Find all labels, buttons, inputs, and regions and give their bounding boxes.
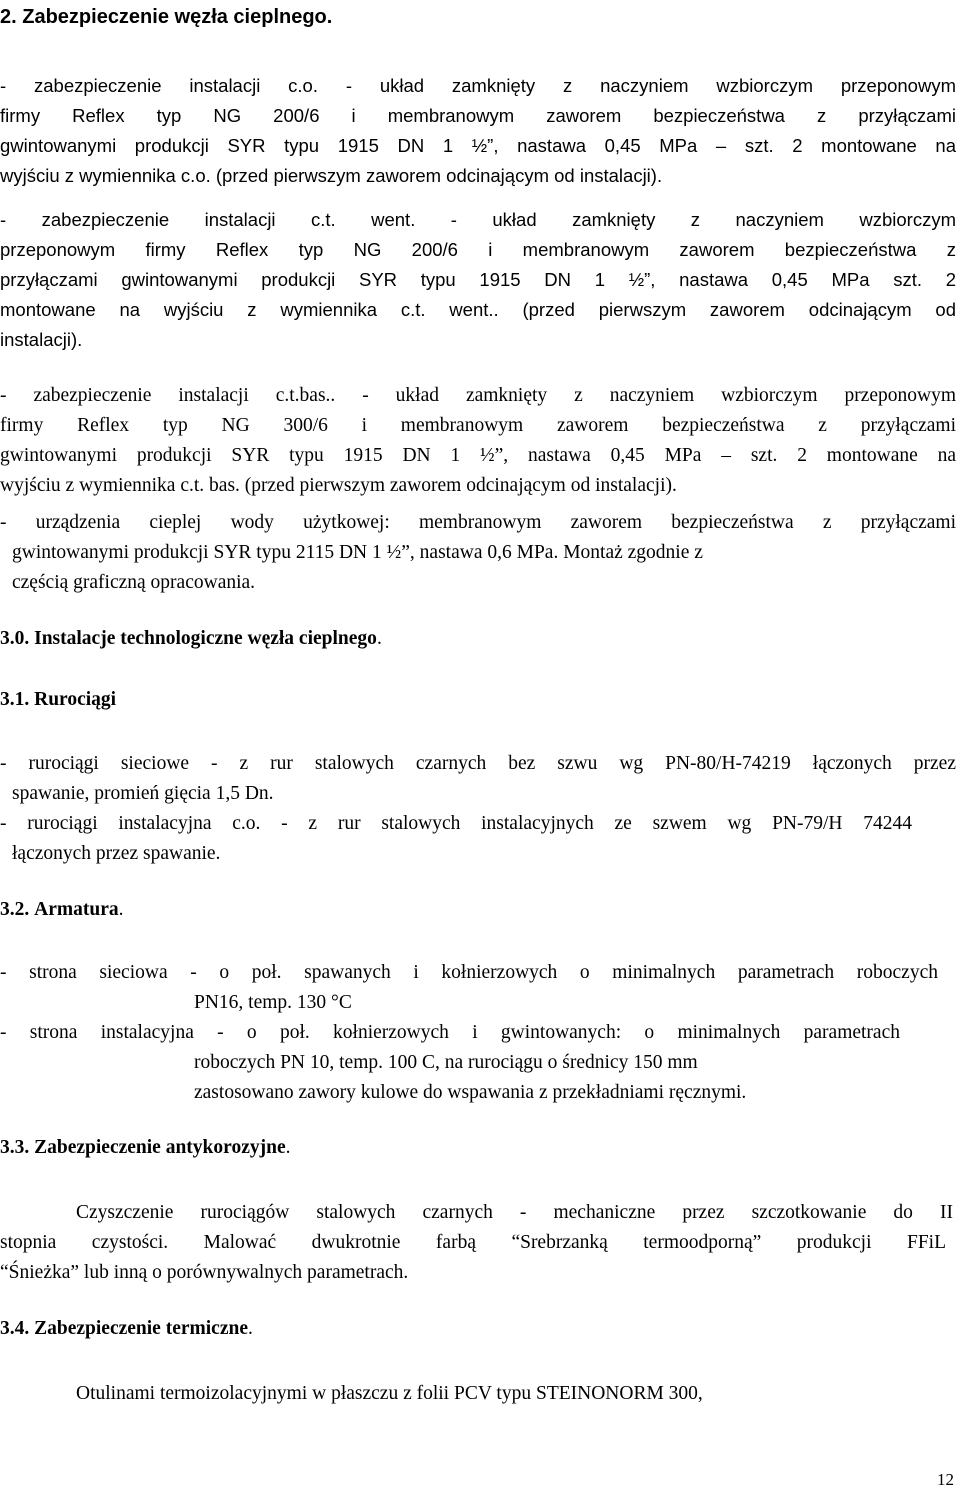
text-line: firmy Reflex typ NG 200/6 i membranowym zaworem bezpieczeństwa z przyłączami xyxy=(0,105,956,126)
heading-text: Rurociągi xyxy=(34,689,117,710)
heading-number: 3.4. xyxy=(0,1318,30,1339)
heading-number: 3.3. xyxy=(0,1137,30,1158)
text-line: instalacji). xyxy=(0,329,83,350)
anticorrosion-paragraph xyxy=(0,1198,956,1288)
thermal-insulation-paragraph xyxy=(76,1379,703,1409)
text-line: “Śnieżka” lub inną o porównywalnych parametrach. xyxy=(0,1262,409,1283)
text-line: stopnia czystości. Malować dwukrotnie farbą “Srebrzanką termoodporną” produkcji FFiL xyxy=(0,1232,946,1253)
heading-number: 3.2. xyxy=(0,899,30,920)
heading-period: . xyxy=(285,1137,291,1158)
fittings-list xyxy=(0,958,956,1108)
text-line: - zabezpieczenie instalacji c.o. - układ zamknięty z naczyniem wzbiorczym przeponowym xyxy=(0,75,956,96)
heading-period: . xyxy=(248,1318,253,1339)
text-line: - urządzenia cieplej wody użytkowej: membranowym zaworem bezpieczeństwa z przyłączami xyxy=(0,512,956,533)
text-line: wyjściu z wymiennika c.t. bas. (przed pierwszym zaworem odcinającym od instalacji). xyxy=(0,475,677,496)
list-item-line: - rurociągi sieciowe - z rur stalowych czarnych bez szwu wg PN-80/H-74219 łączonych przez xyxy=(0,753,956,774)
text-line: przyłączami gwintowanymi produkcji SYR typu 1915 DN 1 ½”, nastawa 0,45 MPa szt. 2 xyxy=(0,269,956,290)
heading-section-3-0 xyxy=(0,628,382,650)
paragraph-ct-went-protection xyxy=(0,205,956,355)
text-line: wyjściu z wymiennika c.o. (przed pierwszym zaworem odcinającym od instalacji). xyxy=(0,165,663,186)
paragraph-hot-water xyxy=(0,508,956,598)
heading-text: Zabezpieczenie termiczne xyxy=(34,1318,248,1339)
text-line: - zabezpieczenie instalacji c.t. went. - układ zamknięty z naczyniem wzbiorczym xyxy=(0,209,956,230)
list-item-line: - rurociągi instalacyjna c.o. - z rur stalowych instalacyjnych ze szwem wg PN-79/H 74244 xyxy=(0,813,912,834)
list-item-line: zastosowano zawory kulowe do wspawania z przekładniami ręcznymi. xyxy=(194,1082,747,1103)
text-line: Otulinami termoizolacyjnymi w płaszczu z folii PCV typu STEINONORM 300, xyxy=(76,1383,703,1404)
heading-period: . xyxy=(376,628,382,649)
heading-number: 3.1. xyxy=(0,689,30,710)
pipes-list xyxy=(0,749,956,869)
heading-text: Instalacje technologiczne węzła cieplnego xyxy=(34,628,377,649)
heading-section-3-2 xyxy=(0,899,123,921)
text-line: gwintowanymi produkcji SYR typu 2115 DN 1 ½”, nastawa 0,6 MPa. Montaż zgodnie z xyxy=(12,542,703,563)
text-line: częścią graficzną opracowania. xyxy=(12,572,256,593)
heading-section-3-3 xyxy=(0,1137,290,1159)
list-item-line: - strona sieciowa - o poł. spawanych i kołnierzowych o minimalnych parametrach roboczych xyxy=(0,962,938,983)
heading-section-3-4 xyxy=(0,1318,253,1340)
list-item-line: spawanie, promień gięcia 1,5 Dn. xyxy=(12,783,274,804)
heading-section-3-1 xyxy=(0,689,116,711)
heading-section-2: 2. Zabezpieczenie węzła cieplnego. xyxy=(0,6,333,28)
page-number: 12 xyxy=(937,1470,954,1489)
text-line: przeponowym firmy Reflex typ NG 200/6 i membranowym zaworem bezpieczeństwa z xyxy=(0,239,956,260)
list-item-line: PN16, temp. 130 °C xyxy=(194,992,352,1013)
text-line: gwintowanymi produkcji SYR typu 1915 DN 1 ½”, nastawa 0,45 MPa – szt. 2 montowane na xyxy=(0,135,956,156)
list-item-line: roboczych PN 10, temp. 100 C, na rurociągu o średnicy 150 mm xyxy=(194,1052,698,1073)
text-line: firmy Reflex typ NG 300/6 i membranowym zaworem bezpieczeństwa z przyłączami xyxy=(0,415,956,436)
text-line: montowane na wyjściu z wymiennika c.t. went.. (przed pierwszym zaworem odcinającym od xyxy=(0,299,956,320)
heading-text: Armatura xyxy=(34,899,119,920)
list-item-line: - strona instalacyjna - o poł. kołnierzowych i gwintowanych: o minimalnych parametrach xyxy=(0,1022,900,1043)
list-item-line: łączonych przez spawanie. xyxy=(12,843,221,864)
heading-number: 3.0. xyxy=(0,628,30,649)
heading-period: . xyxy=(118,899,124,920)
heading-text: Zabezpieczenie antykorozyjne xyxy=(34,1137,286,1158)
text-line: Czyszczenie rurociągów stalowych czarnych - mechaniczne przez szczotkowanie do II xyxy=(76,1202,953,1223)
text-line: gwintowanymi produkcji SYR typu 1915 DN 1 ½”, nastawa 0,45 MPa – szt. 2 montowane na xyxy=(0,445,956,466)
paragraph-co-protection xyxy=(0,71,956,191)
paragraph-ct-bas-protection xyxy=(0,381,956,501)
text-line: - zabezpieczenie instalacji c.t.bas.. - układ zamknięty z naczyniem wzbiorczym przeponowym xyxy=(0,385,956,406)
